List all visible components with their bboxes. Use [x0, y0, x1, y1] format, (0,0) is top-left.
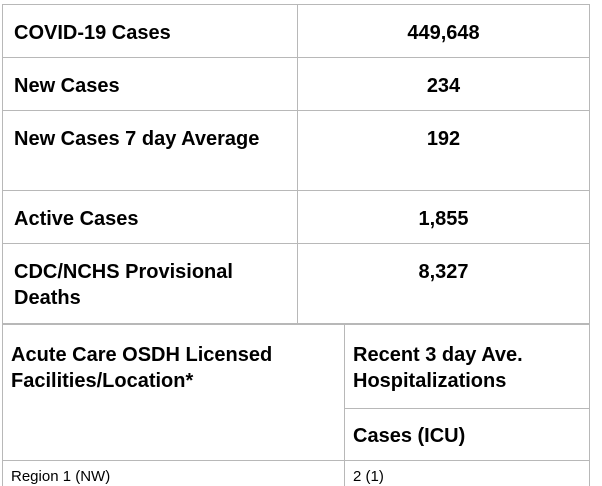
covid-cases-value: 449,648	[298, 5, 590, 58]
hospitalizations-table	[2, 324, 590, 486]
region-location-cell: Region 1 (NW)	[3, 461, 345, 486]
table-header-row	[3, 325, 590, 409]
recent-hospitalizations-header: Recent 3 day Ave. Hospitalizations	[345, 325, 590, 409]
table-row	[3, 244, 590, 324]
new-cases-7-day-average-label: New Cases 7 day Average	[3, 111, 298, 191]
cases-icu-header: Cases (ICU)	[345, 409, 590, 461]
facility-location-header: Acute Care OSDH Licensed Facilities/Location*	[3, 325, 345, 461]
new-cases-value: 234	[298, 58, 590, 111]
new-cases-7-day-average-value: 192	[298, 111, 590, 191]
table-row	[3, 58, 590, 111]
new-cases-label: New Cases	[3, 58, 298, 111]
table-row	[3, 5, 590, 58]
covid-cases-label: COVID-19 Cases	[3, 5, 298, 58]
region-cases-cell: 2 (1)	[345, 461, 590, 486]
table-row	[3, 461, 590, 486]
provisional-deaths-label: CDC/NCHS Provisional Deaths	[3, 244, 298, 324]
table-row	[3, 111, 590, 191]
provisional-deaths-value: 8,327	[298, 244, 590, 324]
active-cases-label: Active Cases	[3, 191, 298, 244]
active-cases-value: 1,855	[298, 191, 590, 244]
table-row	[3, 191, 590, 244]
covid-summary-table	[2, 4, 590, 324]
